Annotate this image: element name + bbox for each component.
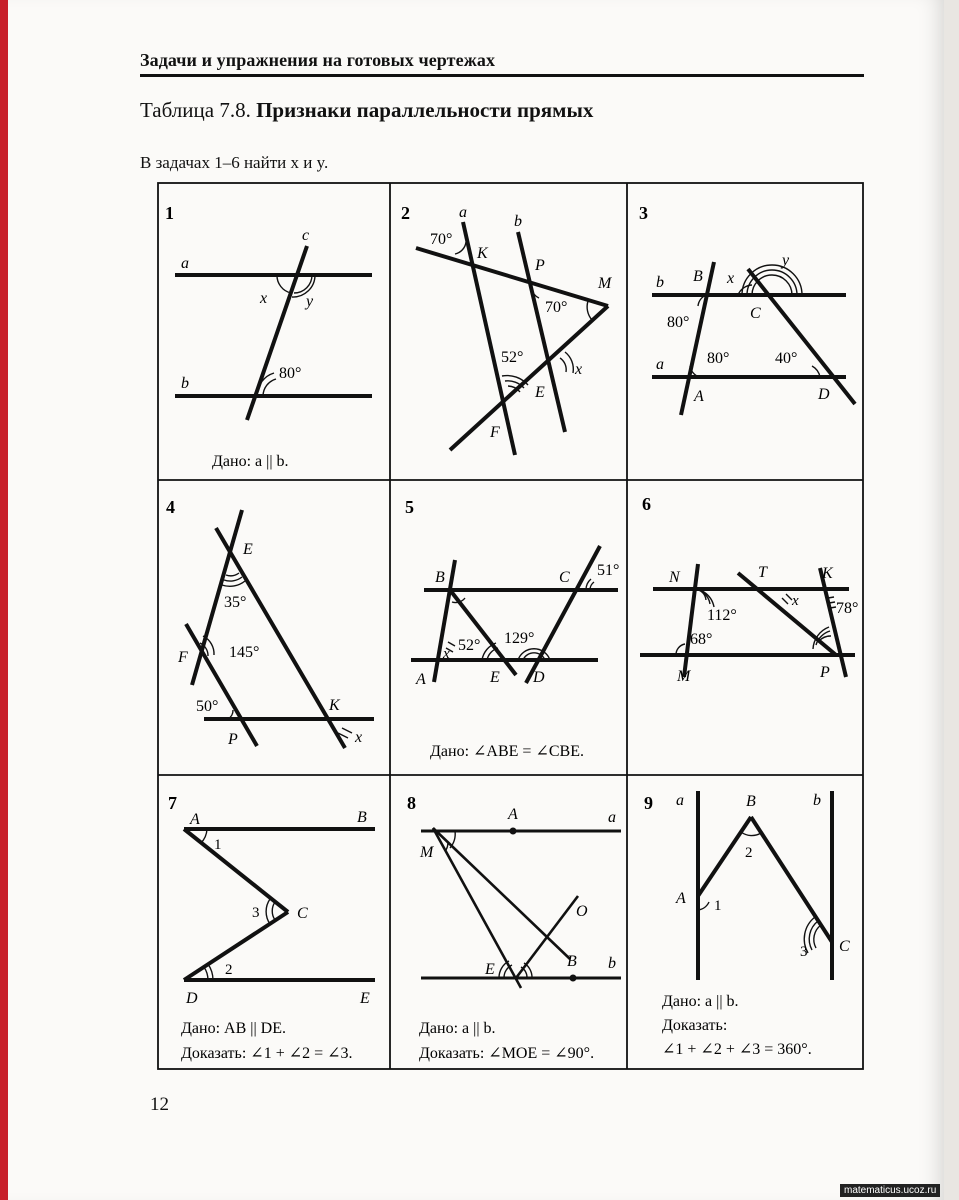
label-C: C [839, 938, 850, 955]
problem-9 [644, 791, 850, 1058]
label-F: F [490, 424, 500, 441]
label-E: E [535, 384, 545, 401]
problem-number: 7 [168, 793, 177, 813]
label-N: N [669, 569, 680, 586]
point-B [570, 975, 577, 982]
angle-1-label: 1 [714, 898, 722, 914]
label-A: A [416, 671, 426, 688]
label-E: E [360, 990, 370, 1007]
given-text: Дано: ∠ABE = ∠CBE. [430, 743, 584, 760]
angle-3-label: 3 [252, 905, 260, 921]
label-c: c [302, 227, 310, 244]
label-D: D [186, 990, 198, 1007]
label-B: B [693, 268, 703, 285]
label-K: K [329, 697, 340, 714]
prove-text: Доказать: ∠MOE = ∠90°. [419, 1045, 595, 1062]
angle-80-bottom: 80° [707, 350, 730, 367]
problem-1 [165, 203, 372, 470]
label-F: F [178, 649, 188, 666]
label-M: M [677, 668, 691, 685]
label-b: b [514, 213, 522, 230]
angle-78: 78° [836, 600, 859, 617]
problem-8 [407, 793, 621, 1062]
label-x: x [260, 290, 268, 307]
angle-40: 40° [775, 350, 798, 367]
label-A: A [190, 811, 200, 828]
label-C: C [559, 569, 570, 586]
label-a: a [676, 792, 684, 809]
problem-number: 6 [642, 494, 651, 514]
label-x: x [727, 270, 735, 287]
label-a: a [459, 204, 467, 221]
angle-70-top: 70° [430, 231, 453, 248]
problem-5 [405, 497, 619, 760]
label-x: x [575, 361, 583, 378]
problem-number: 2 [401, 203, 410, 223]
problem-number: 4 [166, 497, 175, 517]
problem-4 [166, 497, 374, 748]
problem-3 [639, 203, 855, 415]
angle-80-left: 80° [667, 314, 690, 331]
label-O: O [576, 903, 588, 920]
prove-text: ∠1 + ∠2 + ∠3 = 360°. [662, 1041, 812, 1058]
label-b: b [608, 955, 616, 972]
instruction: В задачах 1–6 найти x и y. [140, 153, 329, 172]
point-A [510, 828, 517, 835]
prove-text: Доказать: ∠1 + ∠2 = ∠3. [181, 1045, 353, 1062]
label-P: P [228, 731, 238, 748]
label-A: A [694, 388, 704, 405]
angle-80: 80° [279, 365, 302, 382]
label-b: b [181, 375, 189, 392]
label-K: K [822, 565, 833, 582]
label-E: E [490, 669, 500, 686]
angle-70-mid: 70° [545, 299, 568, 316]
label-y: y [782, 252, 790, 269]
label-P: P [820, 664, 830, 681]
problem-2 [401, 203, 613, 455]
problem-7 [168, 793, 375, 1062]
running-header: Задачи и упражнения на готовых чертежах [140, 50, 496, 70]
label-B: B [357, 809, 367, 826]
label-y: y [306, 293, 314, 310]
label-T: T [758, 564, 767, 581]
label-B: B [435, 569, 445, 586]
table-title-name: Признаки параллельности прямых [256, 98, 594, 122]
table-title-prefix: Таблица 7.8. [140, 98, 251, 122]
label-x: x [355, 729, 363, 746]
angle-52: 52° [458, 637, 481, 654]
label-x: x [443, 646, 450, 662]
problem-number: 1 [165, 203, 174, 223]
page-number: 12 [150, 1094, 169, 1115]
label-C: C [750, 305, 761, 322]
prove-label: Доказать: [662, 1017, 728, 1034]
given-text: Дано: a || b. [419, 1020, 496, 1037]
label-b: b [813, 792, 821, 809]
angle-68: 68° [690, 631, 713, 648]
problem-6 [640, 494, 858, 685]
label-A: A [508, 806, 518, 823]
given-text: Дано: a || b. [662, 993, 739, 1010]
label-K: K [477, 245, 488, 262]
angle-35: 35° [224, 594, 247, 611]
label-b: b [656, 274, 664, 291]
problem-number: 8 [407, 793, 416, 813]
angle-3-label: 3 [800, 944, 808, 960]
label-a: a [181, 255, 189, 272]
angle-112: 112° [707, 607, 737, 624]
label-A: A [676, 890, 686, 907]
label-a: a [608, 809, 616, 826]
problem-number: 5 [405, 497, 414, 517]
label-a: a [656, 356, 664, 373]
label-M: M [598, 275, 612, 292]
angle-2-label: 2 [745, 845, 753, 861]
angle-145: 145° [229, 644, 260, 661]
label-M: M [420, 844, 434, 861]
label-B: B [746, 793, 756, 810]
watermark: matematicus.ucoz.ru [840, 1184, 940, 1197]
label-C: C [297, 905, 308, 922]
label-D: D [533, 669, 545, 686]
given-text: Дано: AB || DE. [181, 1020, 286, 1037]
label-D: D [818, 386, 830, 403]
angle-129: 129° [504, 630, 535, 647]
label-P: P [535, 257, 545, 274]
angle-52: 52° [501, 349, 524, 366]
label-x: x [792, 593, 799, 609]
label-B: B [567, 953, 577, 970]
angle-2-label: 2 [225, 962, 233, 978]
label-E: E [243, 541, 253, 558]
angle-1-label: 1 [214, 837, 222, 853]
problem-number: 9 [644, 793, 653, 813]
angle-50: 50° [196, 698, 219, 715]
label-E: E [485, 961, 495, 978]
given-text: Дано: a || b. [212, 453, 289, 470]
angle-51: 51° [597, 562, 620, 579]
problem-number: 3 [639, 203, 648, 223]
